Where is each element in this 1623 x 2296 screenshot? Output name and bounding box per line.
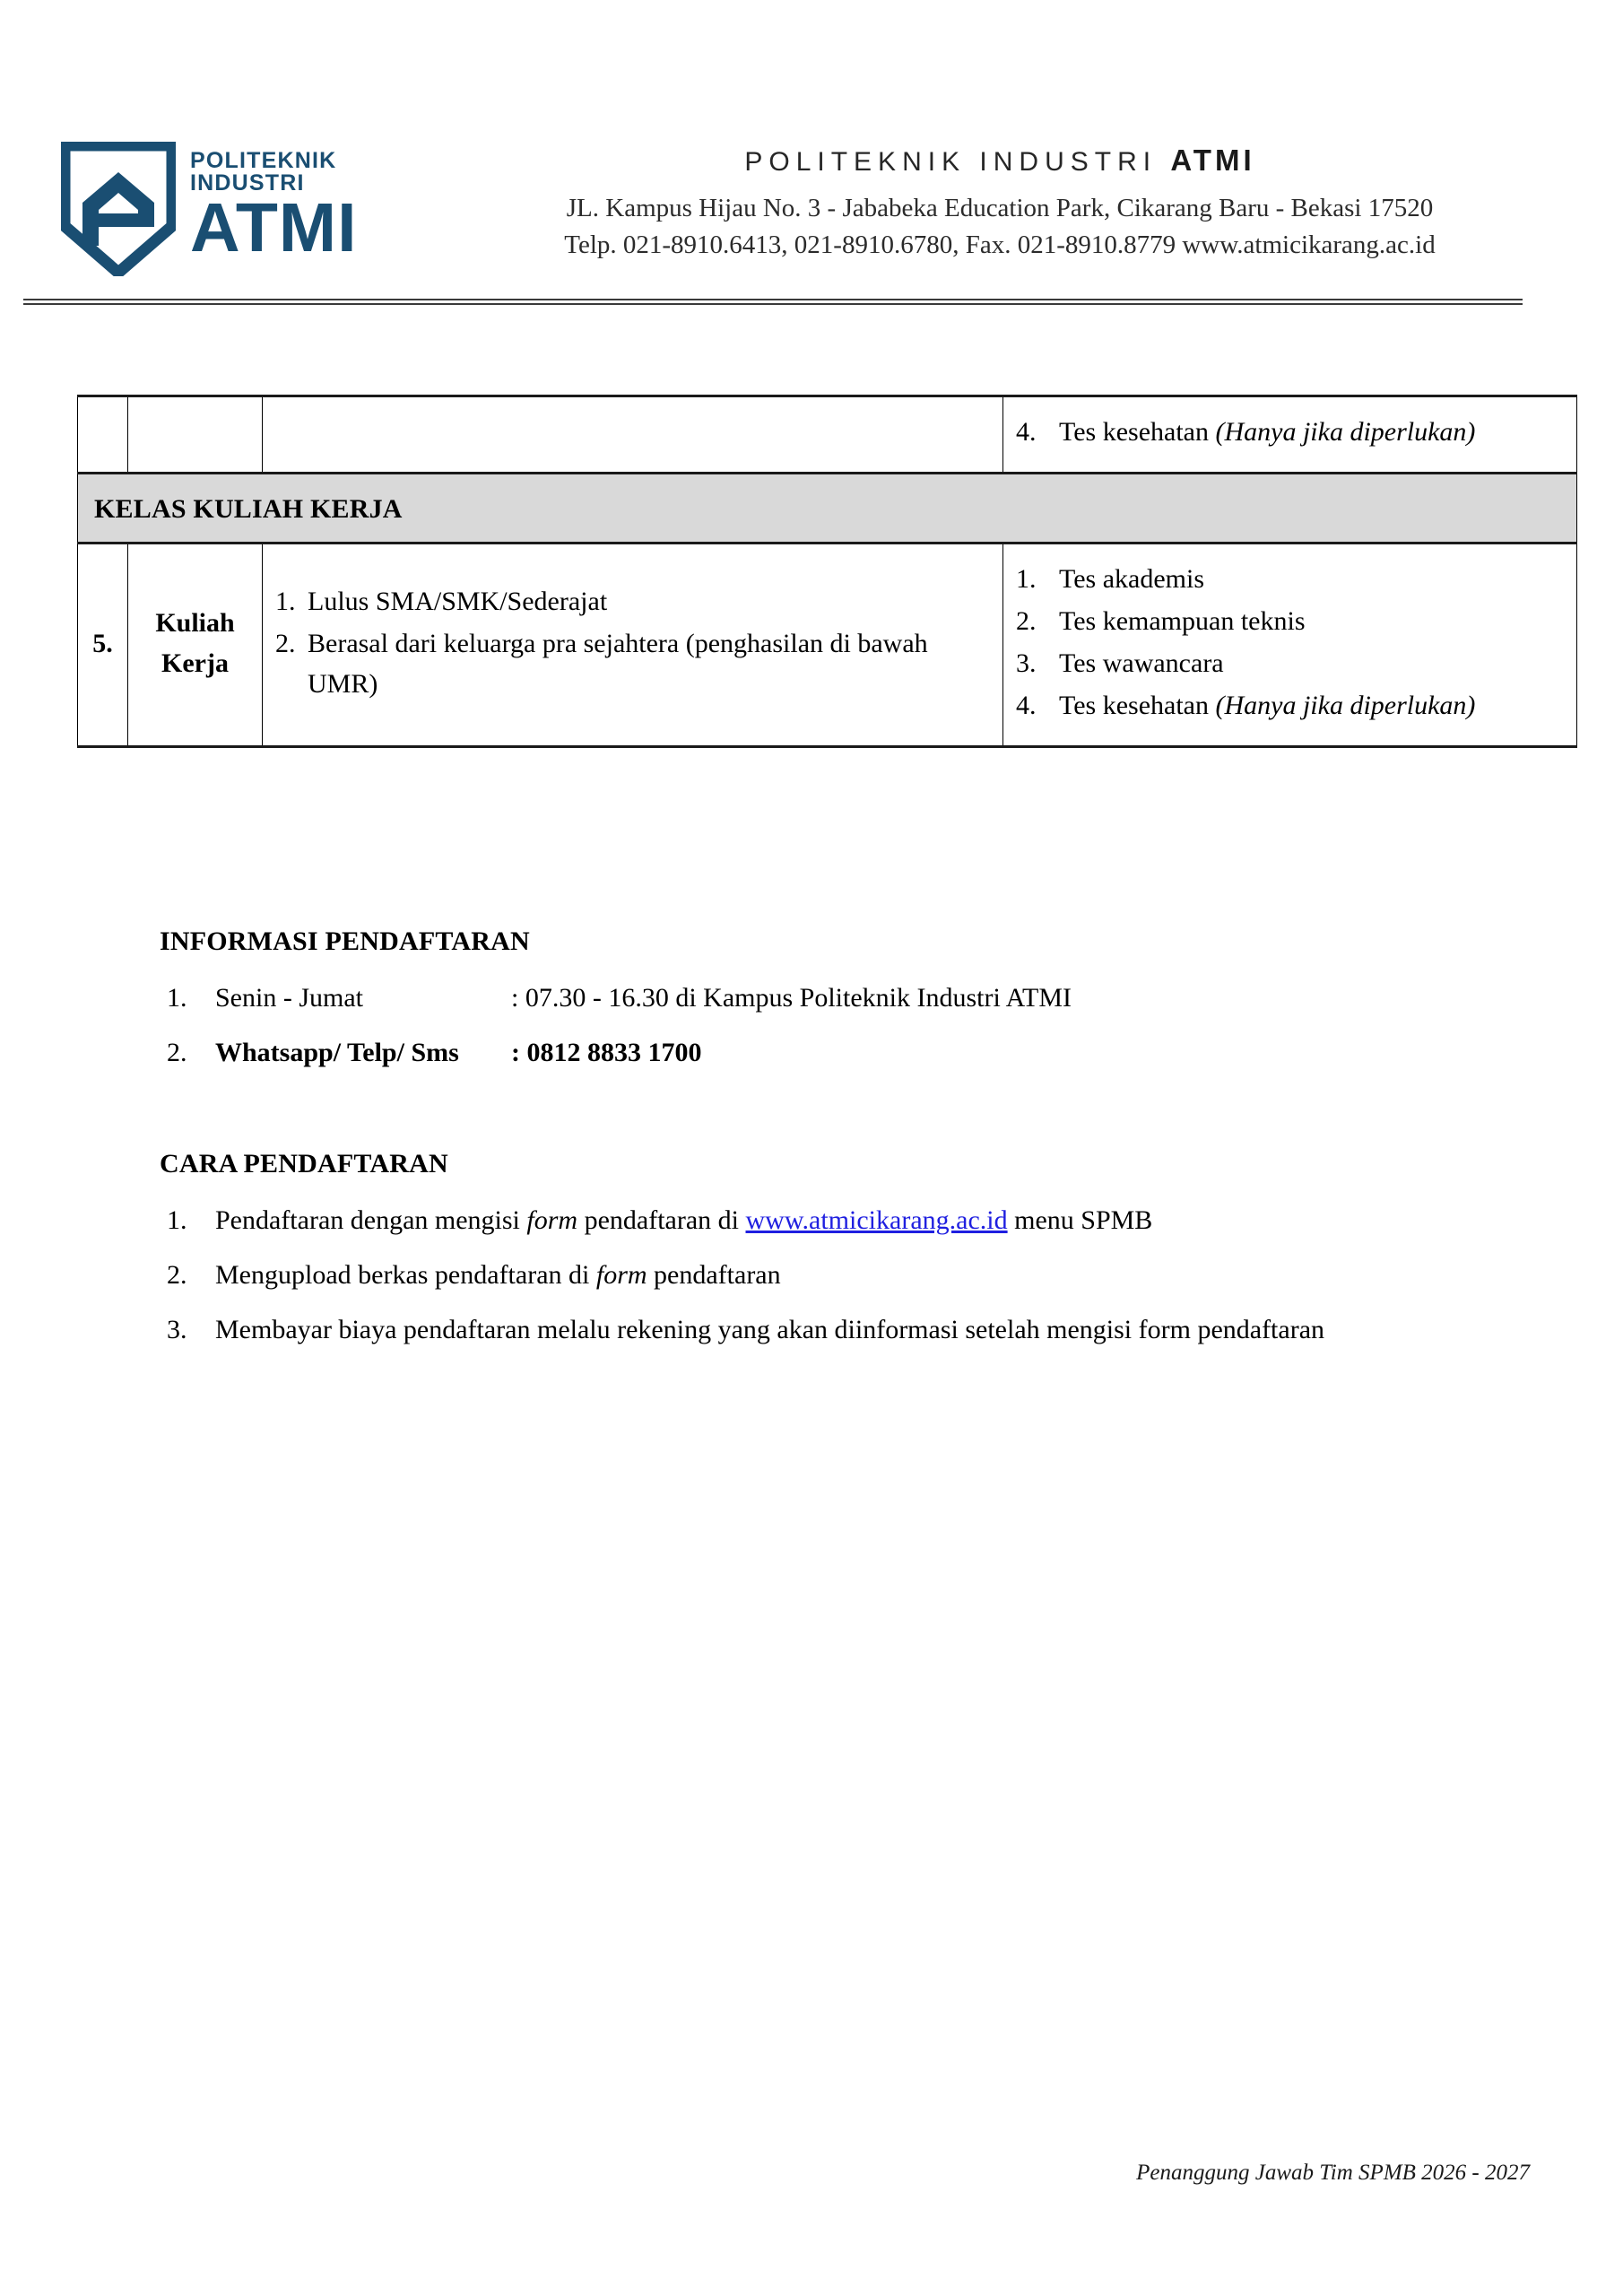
list-marker: 3. <box>167 1315 187 1344</box>
list-item <box>160 1255 1514 1295</box>
list-item <box>275 623 990 704</box>
list-text: Lulus SMA/SMK/Sederajat <box>308 586 608 616</box>
list-item <box>1016 601 1564 641</box>
cara-text-mid: pendaftaran <box>647 1260 781 1290</box>
section-header-kelas-kuliah-kerja: KELAS KULIAH KERJA <box>78 474 1577 544</box>
informasi-value: : 07.30 - 16.30 di Kampus Politeknik Industri ATMI <box>511 983 1072 1013</box>
list-marker: 2. <box>167 1038 187 1067</box>
header-divider-rule <box>23 299 1523 305</box>
list-marker: 1. <box>1016 564 1037 594</box>
cara-text-pre: Mengupload berkas pendaftaran di <box>215 1260 596 1290</box>
address-line-1: JL. Kampus Hijau No. 3 - Jababeka Education Park, Cikarang Baru - Bekasi 17520 <box>566 194 1434 222</box>
cara-text-pre: Membayar biaya pendaftaran melalu rekening yang akan diinformasi setelah mengisi form pendaftaran <box>215 1315 1325 1344</box>
list-text: Tes akademis <box>1059 564 1205 594</box>
list-item <box>160 978 1505 1018</box>
cell-name-kuliah-kerja: Kuliah Kerja <box>128 544 263 747</box>
list-text: Berasal dari keluarga pra sejahtera (penghasilan di bawah UMR) <box>308 628 928 699</box>
shield-logo-icon <box>61 142 176 276</box>
cell-no-kuliah-kerja: 5. <box>78 544 128 747</box>
informasi-list <box>160 978 1505 1073</box>
tes-list-continued <box>1016 412 1564 452</box>
cara-text-em: form <box>595 1260 647 1290</box>
list-marker: 2. <box>275 628 296 658</box>
list-item <box>160 1309 1514 1350</box>
cell-name-continued <box>128 396 263 474</box>
list-item <box>1016 559 1564 599</box>
table-row-kuliah-kerja <box>78 544 1577 747</box>
informasi-label: Senin - Jumat <box>215 983 363 1013</box>
table-section-header-row <box>78 474 1577 544</box>
list-item <box>1016 685 1564 726</box>
informasi-value: : 0812 8833 1700 <box>511 1038 702 1067</box>
list-text: Tes kesehatan <box>1059 691 1216 720</box>
list-marker: 3. <box>1016 648 1037 678</box>
list-text-italic: (Hanya jika diperlukan) <box>1215 691 1476 720</box>
informasi-heading: INFORMASI PENDAFTARAN <box>160 926 530 956</box>
address-line-2: Telp. 021-8910.6413, 021-8910.6780, Fax. 021-8910.8779 www.atmicikarang.ac.id <box>564 230 1436 260</box>
letterhead-text <box>421 144 1578 264</box>
list-marker: 1. <box>167 1205 187 1235</box>
list-marker: 4. <box>1016 417 1037 447</box>
cara-list <box>160 1200 1514 1350</box>
list-marker: 2. <box>167 1260 187 1290</box>
document-footer: Penanggung Jawab Tim SPMB 2026 - 2027 <box>1136 2161 1530 2185</box>
list-item <box>160 1200 1514 1240</box>
syarat-list <box>275 581 990 704</box>
institution-name <box>421 144 1578 178</box>
list-marker: 1. <box>275 586 296 616</box>
list-item <box>160 1032 1505 1073</box>
cell-syarat-continued <box>263 396 1003 474</box>
institution-name-bold: ATMI <box>1170 144 1255 177</box>
cara-text-post: menu SPMB <box>1007 1205 1153 1235</box>
cara-text-em: form <box>526 1205 578 1235</box>
table-row-continued <box>78 396 1577 474</box>
cara-text-pre: Pendaftaran dengan mengisi <box>215 1205 527 1235</box>
informasi-pendaftaran-section <box>160 921 1505 1087</box>
list-marker: 4. <box>1016 691 1037 720</box>
atmicikarang-website-link[interactable]: www.atmicikarang.ac.id <box>745 1205 1008 1235</box>
logo-wordmark <box>190 148 420 267</box>
cara-pendaftaran-section <box>160 1144 1514 1364</box>
logo-title: ATMI <box>190 189 358 267</box>
list-text: Tes kesehatan <box>1059 417 1216 447</box>
cell-no-continued <box>78 396 128 474</box>
cell-syarat-kuliah-kerja <box>263 544 1003 747</box>
list-item <box>275 581 990 622</box>
cara-heading: CARA PENDAFTARAN <box>160 1149 448 1178</box>
list-marker: 1. <box>167 983 187 1013</box>
list-text: Tes wawancara <box>1059 648 1224 678</box>
list-item <box>1016 412 1564 452</box>
list-item <box>1016 643 1564 683</box>
list-text-italic: (Hanya jika diperlukan) <box>1215 417 1476 447</box>
admission-requirements-table <box>77 395 1577 748</box>
atmi-logo <box>61 145 420 267</box>
cell-tes-kuliah-kerja <box>1003 544 1577 747</box>
institution-name-plain: POLITEKNIK INDUSTRI <box>744 147 1158 177</box>
list-marker: 2. <box>1016 606 1037 636</box>
cara-text-mid: pendaftaran di <box>577 1205 746 1235</box>
informasi-label: Whatsapp/ Telp/ Sms <box>215 1038 459 1067</box>
letterhead <box>0 0 1623 305</box>
tes-list <box>1016 559 1564 726</box>
cell-tes-continued <box>1003 396 1577 474</box>
list-text: Tes kemampuan teknis <box>1059 606 1306 636</box>
institution-address <box>421 190 1578 264</box>
logo-subtitle: POLITEKNIK INDUSTRI <box>190 148 337 196</box>
